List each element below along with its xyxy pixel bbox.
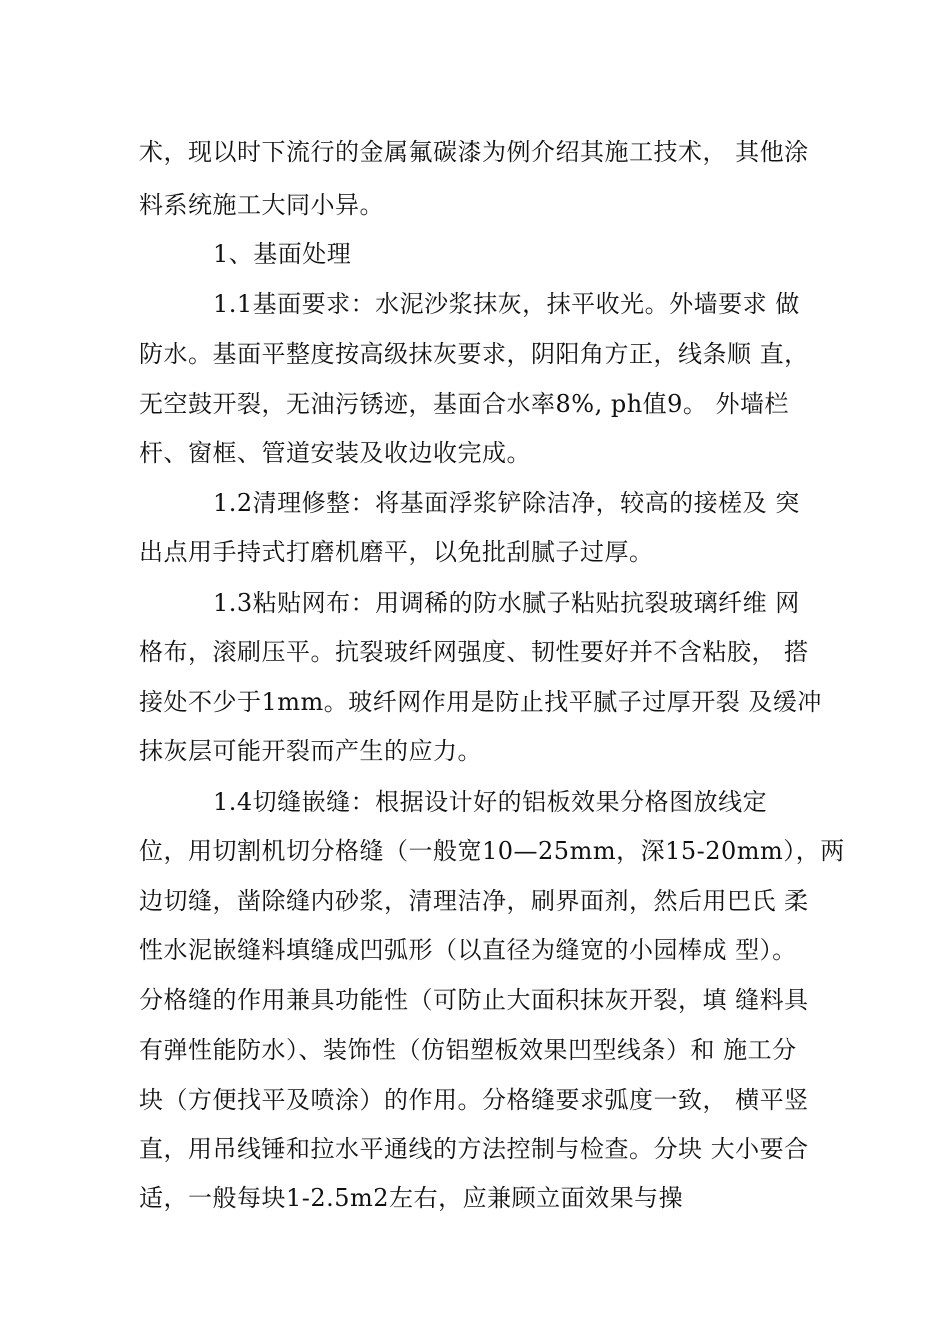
- text-line: 1.4切缝嵌缝：根据设计好的铝板效果分格图放线定: [213, 788, 768, 816]
- text-line: 位，用切割机切分格缝（一般宽10—25mm，深15-20mm），两: [139, 837, 845, 865]
- text-line: 防水。基面平整度按高级抹灰要求，阴阳角方正，线条顺 直，: [139, 340, 809, 368]
- text-line: 有弹性能防水）、装饰性（仿铝塑板效果凹型线条）和 施工分: [139, 1036, 797, 1064]
- text-line: 适，一般每块1-2.5m2左右，应兼顾立面效果与操: [139, 1184, 684, 1212]
- text-line: 料系统施工大同小异。: [139, 191, 384, 219]
- text-line: 性水泥嵌缝料填缝成凹弧形（以直径为缝宽的小园棒成 型）。: [139, 936, 797, 964]
- text-line: 1.2清理修整：将基面浮浆铲除洁净，较高的接槎及 突: [213, 489, 800, 517]
- text-line: 块（方便找平及喷涂）的作用。分格缝要求弧度一致， 横平竖: [139, 1086, 809, 1114]
- text-line: 边切缝，凿除缝内砂浆，清理洁净，刷界面剂，然后用巴氏 柔: [139, 887, 809, 915]
- text-line: 出点用手持式打磨机磨平，以免批刮腻子过厚。: [139, 538, 654, 566]
- text-line: 1.1基面要求：水泥沙浆抹灰，抹平收光。外墙要求 做: [213, 290, 800, 318]
- text-line: 接处不少于1mm。玻纤网作用是防止找平腻子过厚开裂 及缓冲: [139, 688, 822, 716]
- text-line: 术，现以时下流行的金属氟碳漆为例介绍其施工技术， 其他涂: [139, 138, 809, 166]
- section-heading: 1、基面处理: [213, 240, 352, 268]
- text-line: 无空鼓开裂，无油污锈迹，基面合水率8%, ph值9。 外墙栏: [139, 390, 790, 418]
- text-line: 抹灰层可能开裂而产生的应力。: [139, 737, 482, 765]
- text-line: 杆、窗框、管道安装及收边收完成。: [139, 439, 531, 467]
- text-line: 格布，滚刷压平。抗裂玻纤网强度、韧性要好并不含粘胶， 搭: [139, 638, 809, 666]
- text-line: 直，用吊线锤和拉水平通线的方法控制与检查。分块 大小要合: [139, 1135, 809, 1163]
- text-line: 分格缝的作用兼具功能性（可防止大面积抹灰开裂，填 缝料具: [139, 986, 809, 1014]
- text-line: 1.3粘贴网布：用调稀的防水腻子粘贴抗裂玻璃纤维 网: [213, 589, 800, 617]
